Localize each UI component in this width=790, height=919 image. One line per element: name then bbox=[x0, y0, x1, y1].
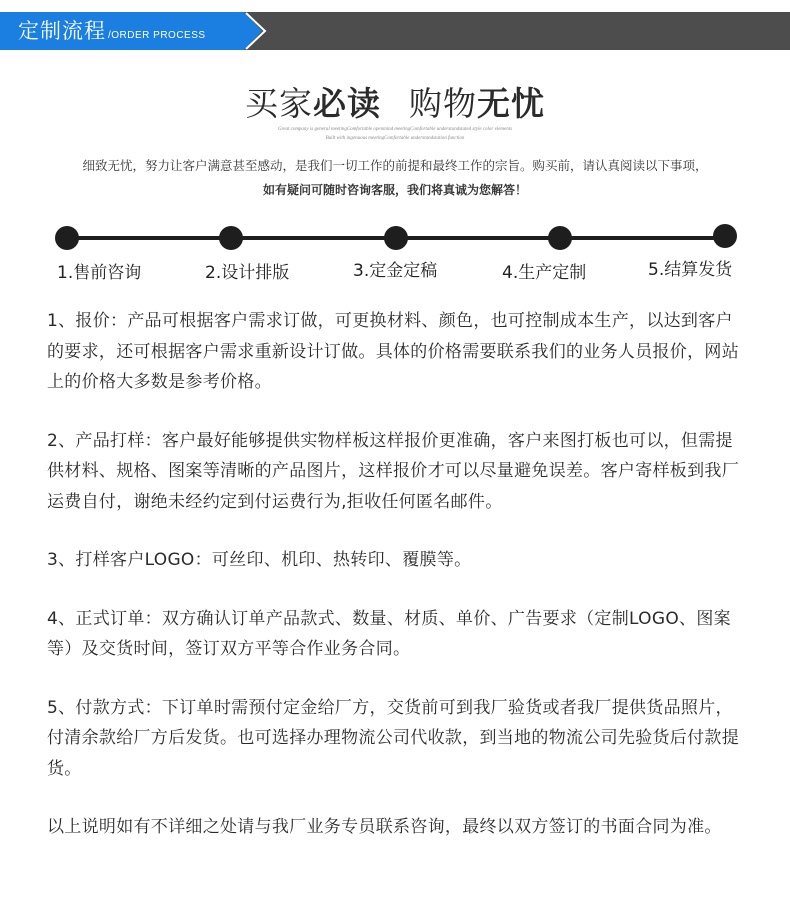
section-header bbox=[0, 12, 790, 50]
step-label-4: 4.生产定制 bbox=[502, 263, 587, 283]
process-steps bbox=[0, 222, 790, 292]
note-payment: 5、付款方式：下订单时需预付定金给厂方，交货前可到我厂验货或者我厂提供货品照片，付清余款给厂方后发货。也可选择办理物流公司代收款，到当地的物流公司先验货后付款提货。 bbox=[47, 697, 739, 779]
step-dot-3 bbox=[384, 226, 408, 250]
header-subtitle: /ORDER PROCESS bbox=[108, 30, 206, 41]
hero-title-light-1: 买家 bbox=[245, 84, 313, 123]
step-label-3: 3.定金定稿 bbox=[353, 261, 438, 281]
note-closing: 以上说明如有不详细之处请与我厂业务专员联系咨询，最终以双方签订的书面合同为准。 bbox=[47, 817, 722, 837]
hero-tagline-2: Built with ingenuous meetingComfortable understandstation function bbox=[325, 136, 465, 141]
step-label-5: 5.结算发货 bbox=[648, 260, 733, 280]
note-pricing: 1、报价：产品可根据客户需求订做，可更换材料、颜色，也可控制成本生产，以达到客户的要求，还可根据客户需求重新设计订做。具体的价格需要联系我们的业务人员报价，网站上的价格大多数是参考价格。 bbox=[47, 311, 739, 392]
hero-title bbox=[0, 84, 790, 124]
step-dot-5 bbox=[713, 224, 737, 248]
hero-title-bold-2: 无忧 bbox=[477, 84, 545, 123]
step-label-2: 2.设计排版 bbox=[205, 263, 290, 283]
step-dot-4 bbox=[548, 226, 572, 250]
header-title bbox=[18, 16, 206, 51]
hero-tagline-1: Great company is general meetingComfortable openmind meetingComfortable understandstated style color elements bbox=[277, 127, 513, 132]
note-sampling: 2、产品打样：客户最好能够提供实物样板这样报价更准确，客户来图打板也可以，但需提供材料、规格、图案等清晰的产品图片，这样报价才可以尽量避免误差。客户寄样板到我厂运费自付，谢绝未经约定到付运费行为,拒收任何匿名邮件。 bbox=[47, 430, 739, 512]
intro-text bbox=[0, 154, 790, 202]
step-label-1: 1.售前咨询 bbox=[57, 263, 142, 283]
step-dot-1 bbox=[55, 226, 79, 250]
hero-title-bold-1: 必读 bbox=[313, 84, 381, 123]
note-formal-order: 4、正式订单：双方确认订单产品款式、数量、材质、单价、广告要求（定制LOGO、图案等）及交货时间，签订双方平等合作业务合同。 bbox=[47, 608, 731, 659]
hero-title-light-2: 购物 bbox=[409, 84, 477, 123]
note-logo: 3、打样客户LOGO：可丝印、机印、热转印、覆膜等。 bbox=[47, 550, 472, 570]
hero-slogan bbox=[0, 84, 790, 142]
order-notes bbox=[47, 306, 747, 871]
intro-line-1: 细致无忧，努力让客户满意甚至感动，是我们一切工作的前提和最终工作的宗旨。购买前，请认真阅读以下事项， bbox=[82, 158, 708, 173]
step-dot-2 bbox=[219, 226, 243, 250]
intro-line-2: 如有疑问可随时咨询客服，我们将真诚为您解答！ bbox=[262, 183, 527, 197]
header-title-text: 定制流程 bbox=[18, 19, 106, 43]
